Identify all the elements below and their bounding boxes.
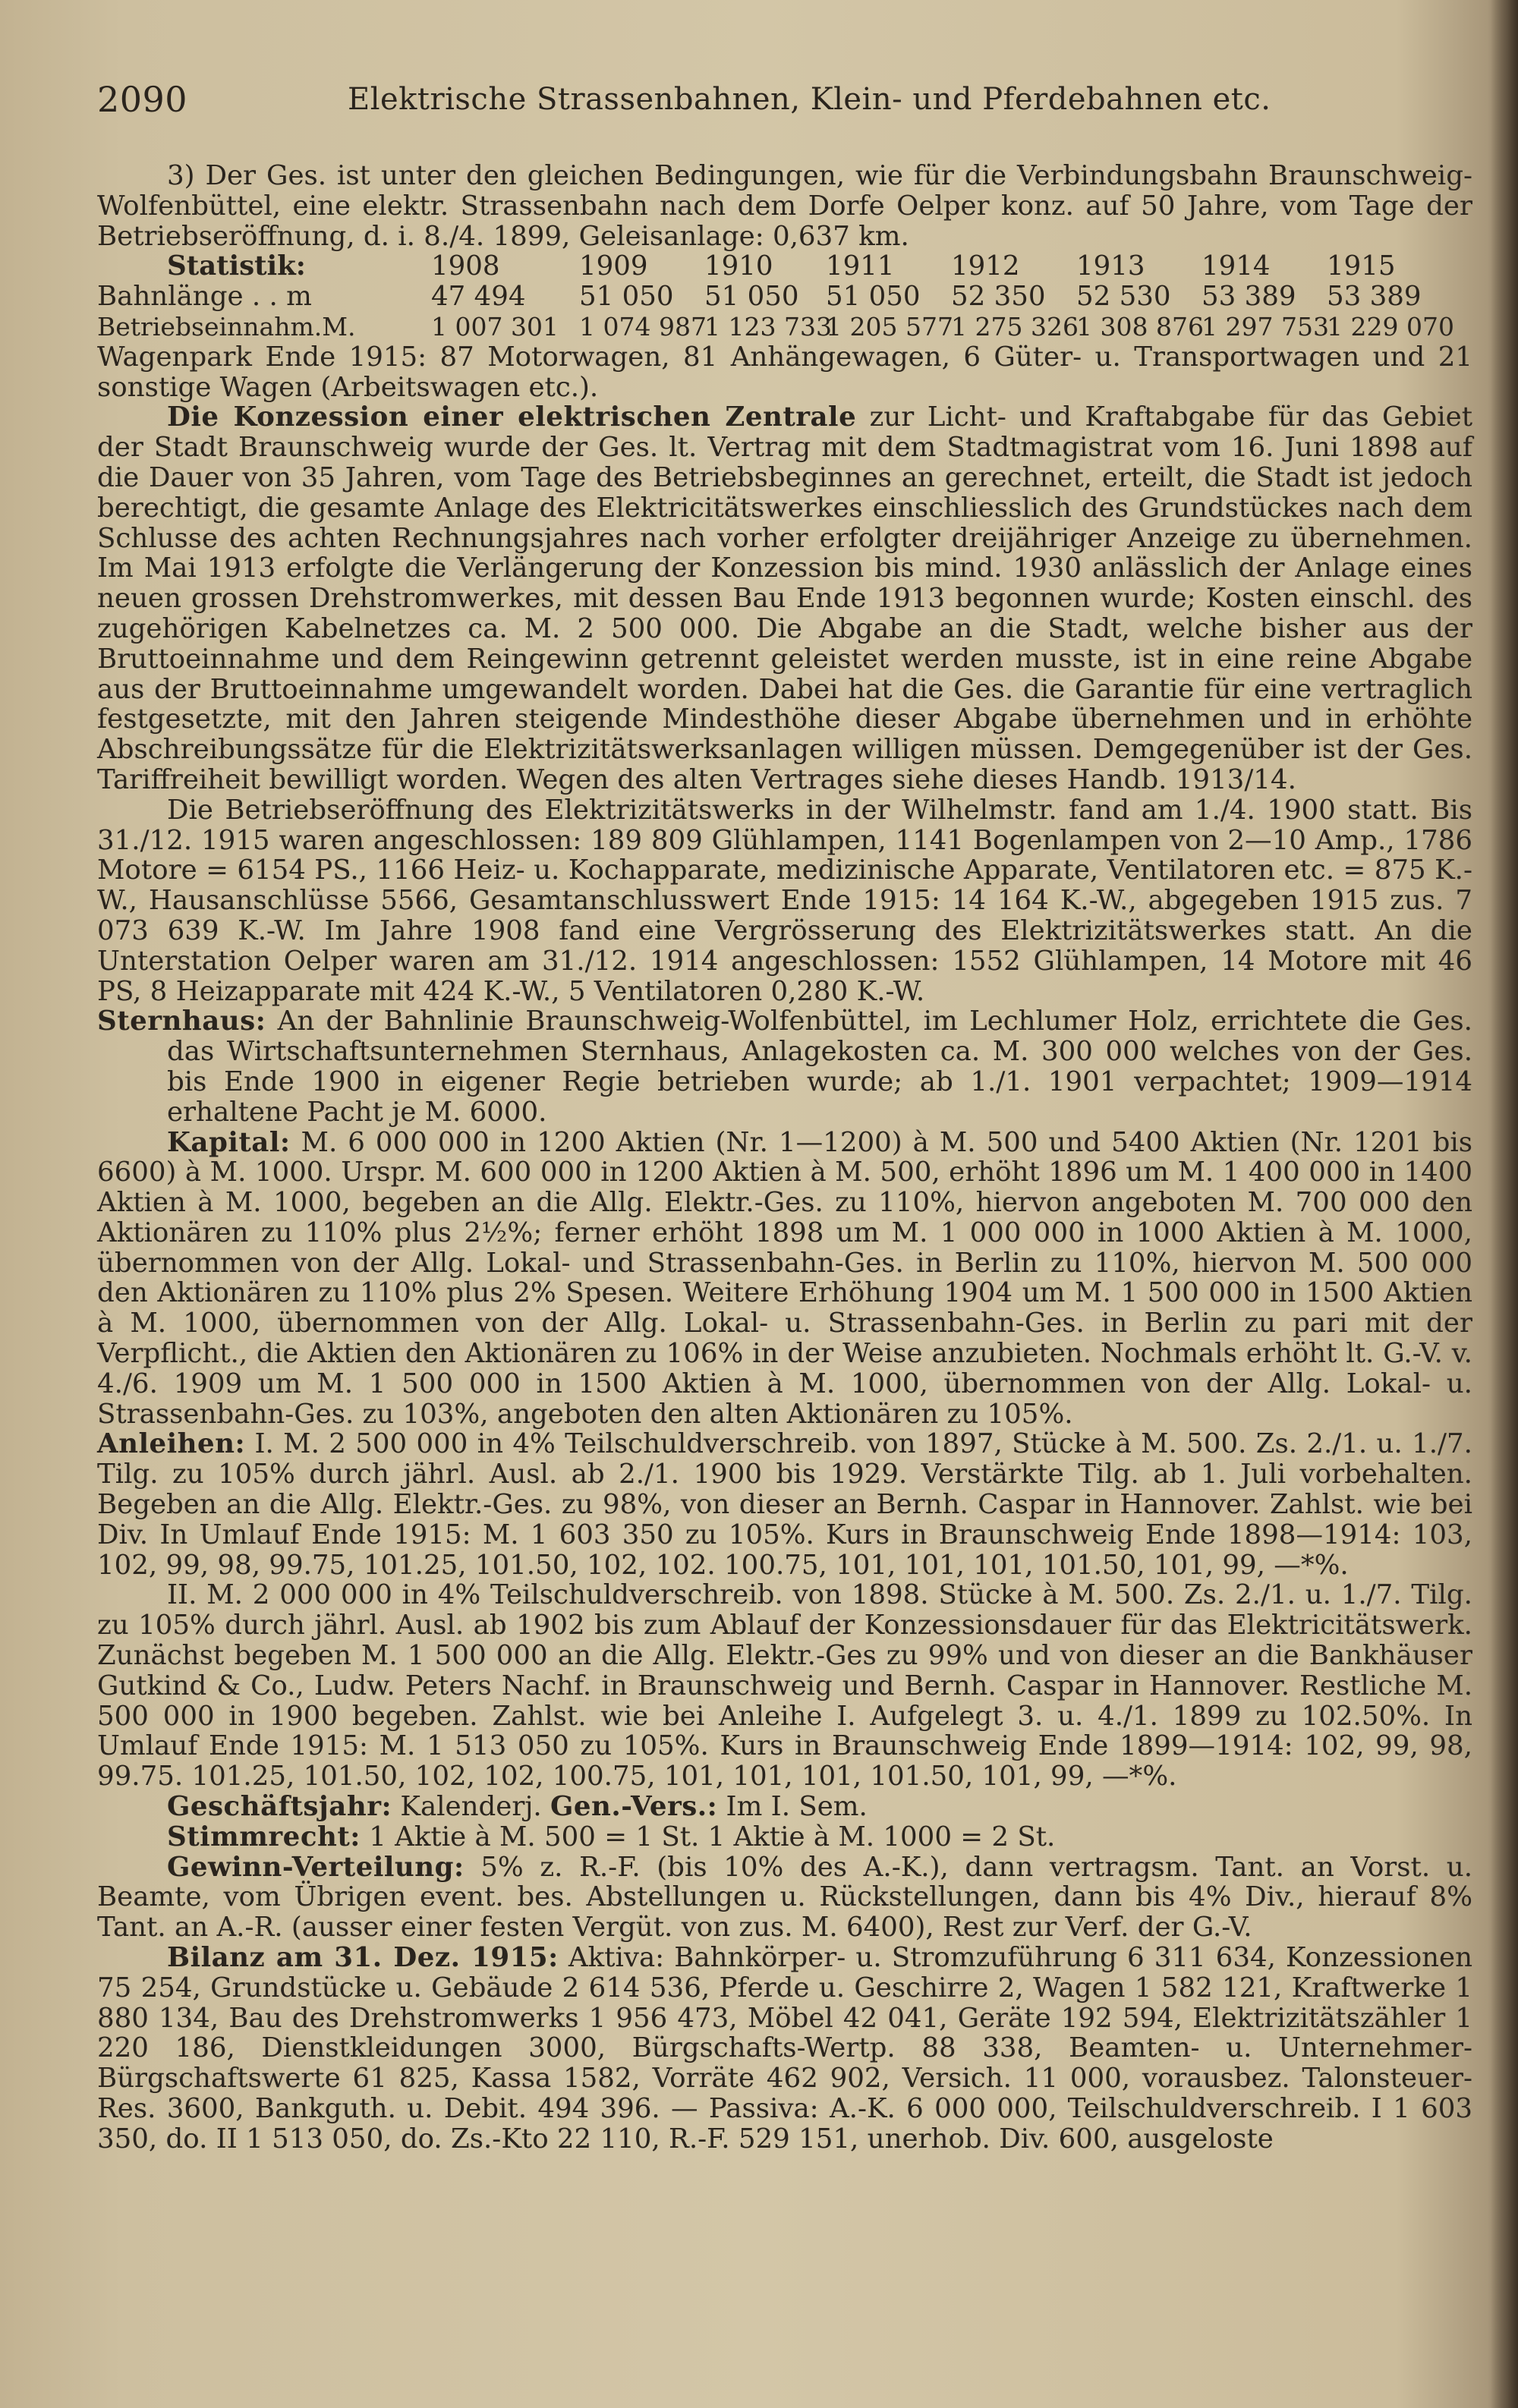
year-cell: 1915 (1327, 250, 1396, 282)
betrieb-paragraph: Die Betriebseröffnung des Elektrizitätswerks in der Wilhelmstr. fand am 1./4. 1900 statt. Bis 31./12. 1915 waren angeschlossen: 189 809 Glühlampen, 1141 Bogenlampen von 2—10 Amp., 1786 Motore = 6154 PS., 1166 Heiz- u. Kochapparate, medizinische Apparate, Ventilatoren etc. = 875 K.-W., Hausanschlüsse 5566, Gesamtanschlusswert Ende 1915: 14 164 K.-W., abgegeben 1915 zus. 7 073 639 K.-W. Im Jahre 1908 fand eine Vergrösserung des Elektrizitätswerkes statt. An die Unterstation Oelper waren am 31./12. 1914 angeschlossen: 1552 Glühlampen, 14 Motore mit 46 PS, 8 Heizapparate mit 424 K.-W., 5 Ventilatoren 0,280 K.-W. (97, 794, 1472, 1007)
sternhaus-paragraph (97, 1006, 1472, 1127)
kapital-text: M. 6 000 000 in 1200 Aktien (Nr. 1—1200) à M. 500 und 5400 Aktien (Nr. 1201 bis 6600) à M. 1000. Urspr. M. 600 000 in 1200 Aktien à M. 500, erhöht 1896 um M. 1 400 000 in 1400 Aktien à M. 1000, begeben an die Allg. Elektr.-Ges. zu 110%, hiervon angeboten M. 700 000 den Aktionären zu 110% plus 2½%; ferner erhöht 1898 um M. 1 000 000 in 1000 Aktien à M. 1000, übernommen von der Allg. Lokal- und Strassenbahn-Ges. in Berlin zu 110%, hiervon M. 500 000 den Aktionären zu 110% plus 2% Spesen. Weitere Erhöhung 1904 um M. 1 500 000 in 1500 Aktien à M. 1000, übernommen von der Allg. Lokal- u. Strassenbahn-Ges. in Berlin zu pari mit der Verpflicht., die Aktien den Aktionären zu 106% in der Weise anzubieten. Nochmals erhöht lt. G.-V. v. 4./6. 1909 um M. 1 500 000 in 1500 Aktien à M. 1000, übernommen von der Allg. Lokal- u. Strassenbahn-Ges. zu 103%, angeboten den alten Aktionären zu 105%. (97, 1126, 1472, 1430)
anleihen-paragraph (97, 1429, 1472, 1580)
page-edge-shadow (1491, 0, 1518, 2408)
value-cell: 52 350 (951, 281, 1046, 313)
value-cell: 52 530 (1076, 281, 1171, 313)
value-cell: 1 074 987 (579, 311, 707, 342)
bilanz-text: Aktiva: Bahnkörper- u. Stromzuführung 6 311 634, Konzessionen 75 254, Grundstücke u. Gebäude 2 614 536, Pferde u. Geschirre 2, Wagen 1 582 121, Kraftwerke 1 880 134, Bau des Drehstromwerks 1 956 473, Möbel 42 041, Geräte 192 594, Elektrizitätszähler 1 220 186, Dienstkleidungen 3000, Bürgschafts-Wertp. 88 338, Beamten- u. Unternehmer-Bürgschaftswerte 61 825, Kassa 1582, Vorräte 462 902, Versich. 11 000, vorausbez. Talonsteuer-Res. 3600, Bankguth. u. Debit. 494 396. — Passiva: A.-K. 6 000 000, Teilschuldverschreib. I 1 603 350, do. II 1 513 050, do. Zs.-Kto 22 110, R.-F. 529 151, unerhob. Div. 600, ausgeloste (97, 1942, 1472, 2155)
geschaeftsjahr-label: Geschäftsjahr: (167, 1791, 392, 1823)
kapital-paragraph (97, 1128, 1472, 1430)
statistik-header-row (97, 251, 1472, 282)
bilanz-paragraph (97, 1943, 1472, 2155)
value-cell: 1 205 577 (826, 311, 953, 342)
gewinn-label: Gewinn-Verteilung: (167, 1851, 465, 1883)
gen-vers-text: Im I. Sem. (717, 1791, 868, 1823)
bilanz-label: Bilanz am 31. Dez. 1915: (167, 1942, 559, 1974)
konzession-text: zur Licht- und Kraftabgabe für das Gebiet der Stadt Braunschweig wurde der Ges. lt. Vertrag mit dem Stadtmagistrat vom 16. Juni 1898 auf die Dauer von 35 Jahren, vom Tage des Betriebsbeginnes an gerechnet, erteilt, die Stadt ist jedoch berechtigt, die gesamte Anlage des Elektricitätswerkes einschliesslich des Grundstückes nach dem Schlusse des achten Rechnungsjahres nach vorher erfolgter dreijähriger Anzeige zu übernehmen. Im Mai 1913 erfolgte die Verlängerung der Konzession bis mind. 1930 anlässlich der Anlage eines neuen grossen Drehstromwerkes, mit dessen Bau Ende 1913 begonnen wurde; Kosten einschl. des zugehörigen Kabelnetzes ca. M. 2 500 000. Die Abgabe an die Stadt, welche bisher aus der Bruttoeinnahme und dem Reingewinn getrennt geleistet werden musste, ist in eine reine Abgabe aus der Bruttoeinnahme umgewandelt worden. Dabei hat die Ges. die Garantie für eine vertraglich festgesetzte, mit den Jahren steigende Mindesthöhe dieser Abgabe übernehmen und in erhöhte Abschreibungssätze für die Elektrizitätswerksanlagen willigen müssen. Demgegenüber ist der Ges. Tariffreiheit bewilligt worden. Wegen des alten Vertrages siehe dieses Handb. 1913/14. (97, 401, 1472, 795)
value-cell: 53 389 (1327, 281, 1422, 313)
running-title: Elektrische Strassenbahnen, Klein- und Pferdebahnen etc. (348, 82, 1271, 117)
value-cell: 1 123 733 (704, 311, 832, 342)
value-cell: 1 297 753 (1201, 311, 1329, 342)
value-cell: 51 050 (704, 281, 799, 313)
stimmrecht-text: 1 Aktie à M. 500 = 1 St. 1 Aktie à M. 1000 = 2 St. (360, 1821, 1056, 1852)
value-cell: 1 308 876 (1076, 311, 1204, 342)
wagenpark-paragraph: Wagenpark Ende 1915: 87 Motorwagen, 81 Anhängewagen, 6 Güter- u. Transportwagen und 21 sonstige Wagen (Arbeitswagen etc.). (97, 341, 1472, 403)
intro-paragraph: 3) Der Ges. ist unter den gleichen Bedingungen, wie für die Verbindungsbahn Braunschweig-Wolfenbüttel, eine elektr. Strassenbahn nach dem Dorfe Oelper konz. auf 50 Jahre, vom Tage der Betriebseröffnung, d. i. 8./4. 1899, Geleisanlage: 0,637 km. (97, 160, 1472, 252)
year-cell: 1911 (826, 250, 895, 282)
statistik-row-einnahmen (97, 312, 1472, 342)
value-cell: 1 229 070 (1327, 311, 1454, 342)
value-cell: 51 050 (826, 281, 921, 313)
value-cell: 53 389 (1201, 281, 1296, 313)
year-cell: 1913 (1076, 250, 1145, 282)
gen-vers-label: Gen.-Vers.: (550, 1791, 718, 1823)
value-cell: 1 007 301 (431, 311, 559, 342)
value-cell: 1 275 326 (951, 311, 1079, 342)
year-cell: 1914 (1201, 250, 1271, 282)
anleihen-text: I. M. 2 500 000 in 4% Teilschuldverschreib. von 1897, Stücke à M. 500. Zs. 2./1. u. 1./7. Tilg. zu 105% durch jährl. Ausl. ab 2./1. 1900 bis 1929. Verstärkte Tilg. ab 1. Juli vorbehalten. Begeben an die Allg. Elektr.-Ges. zu 98%, von dieser an Bernh. Caspar in Hannover. Zahlst. wie bei Div. In Umlauf Ende 1915: M. 1 603 350 zu 105%. Kurs in Braunschweig Ende 1898—1914: 103, 102, 99, 98, 99.75, 101.25, 101.50, 102, 102. 100.75, 101, 101, 101, 101.50, 101, 99, —*%. (97, 1428, 1472, 1581)
year-cell: 1912 (951, 250, 1020, 282)
stimmrecht-label: Stimmrecht: (167, 1821, 361, 1852)
stimmrecht-line (97, 1822, 1472, 1852)
anleihe-ii-paragraph: II. M. 2 000 000 in 4% Teilschuldverschreib. von 1898. Stücke à M. 500. Zs. 2./1. u. 1./7. Tilg. zu 105% durch jährl. Ausl. ab 1902 bis zum Ablauf der Konzessionsdauer für das Elektricitätswerk. Zunächst begeben M. 1 500 000 an die Allg. Elektr.-Ges zu 99% und von dieser an die Bankhäuser Gutkind & Co., Ludw. Peters Nachf. in Braunschweig und Bernh. Caspar in Hannover. Restliche M. 500 000 in 1900 begeben. Zahlst. wie bei Anleihe I. Aufgelegt 3. u. 4./1. 1899 zu 102.50%. In Umlauf Ende 1915: M. 1 513 050 zu 105%. Kurs in Braunschweig Ende 1899—1914: 102, 99, 98, 99.75. 101.25, 101.50, 102, 102, 100.75, 101, 101, 101, 101.50, 101, 99, —*%. (97, 1579, 1472, 1793)
gewinn-text: 5% z. R.-F. (bis 10% des A.-K.), dann vertragsm. Tant. an Vorst. u. Beamte, vom Übrigen event. bes. Abstellungen u. Rückstellungen, dann bis 4% Div., hierauf 8% Tant. an A.-R. (ausser einer festen Vergüt. von zus. M. 6400), Rest zur Verf. der G.-V. (97, 1851, 1472, 1944)
sternhaus-label: Sternhaus: (97, 1006, 266, 1037)
row-label: Bahnlänge . . m (97, 281, 312, 313)
geschaeftsjahr-line (97, 1792, 1472, 1822)
konzession-label: Die Konzession einer elektrischen Zentrale (167, 401, 857, 433)
anleihen-label: Anleihen: (97, 1428, 246, 1460)
gewinn-paragraph (97, 1852, 1472, 1943)
year-cell: 1910 (704, 250, 773, 282)
statistik-row-bahnlaenge (97, 282, 1472, 312)
value-cell: 47 494 (431, 281, 526, 313)
document-body (97, 161, 1472, 2155)
year-cell: 1909 (579, 250, 648, 282)
statistik-table (97, 251, 1472, 342)
sternhaus-text: An der Bahnlinie Braunschweig-Wolfenbüttel, im Lechlumer Holz, errichtete die Ges. das Wirtschaftsunternehmen Sternhaus, Anlagekosten ca. M. 300 000 welches von der Ges. bis Ende 1900 in eigener Regie betrieben wurde; ab 1./1. 1901 verpachtet; 1909—1914 erhaltene Pacht je M. 6000. (167, 1006, 1472, 1128)
page-header (97, 79, 1457, 132)
geschaeftsjahr-text: Kalenderj. (392, 1791, 542, 1823)
row-label: Betriebseinnahm.M. (97, 311, 356, 342)
konzession-paragraph (97, 402, 1472, 795)
page-number: 2090 (97, 79, 188, 120)
year-cell: 1908 (431, 250, 500, 282)
value-cell: 51 050 (579, 281, 674, 313)
statistik-label: Statistik: (167, 250, 306, 282)
kapital-label: Kapital: (167, 1126, 291, 1158)
